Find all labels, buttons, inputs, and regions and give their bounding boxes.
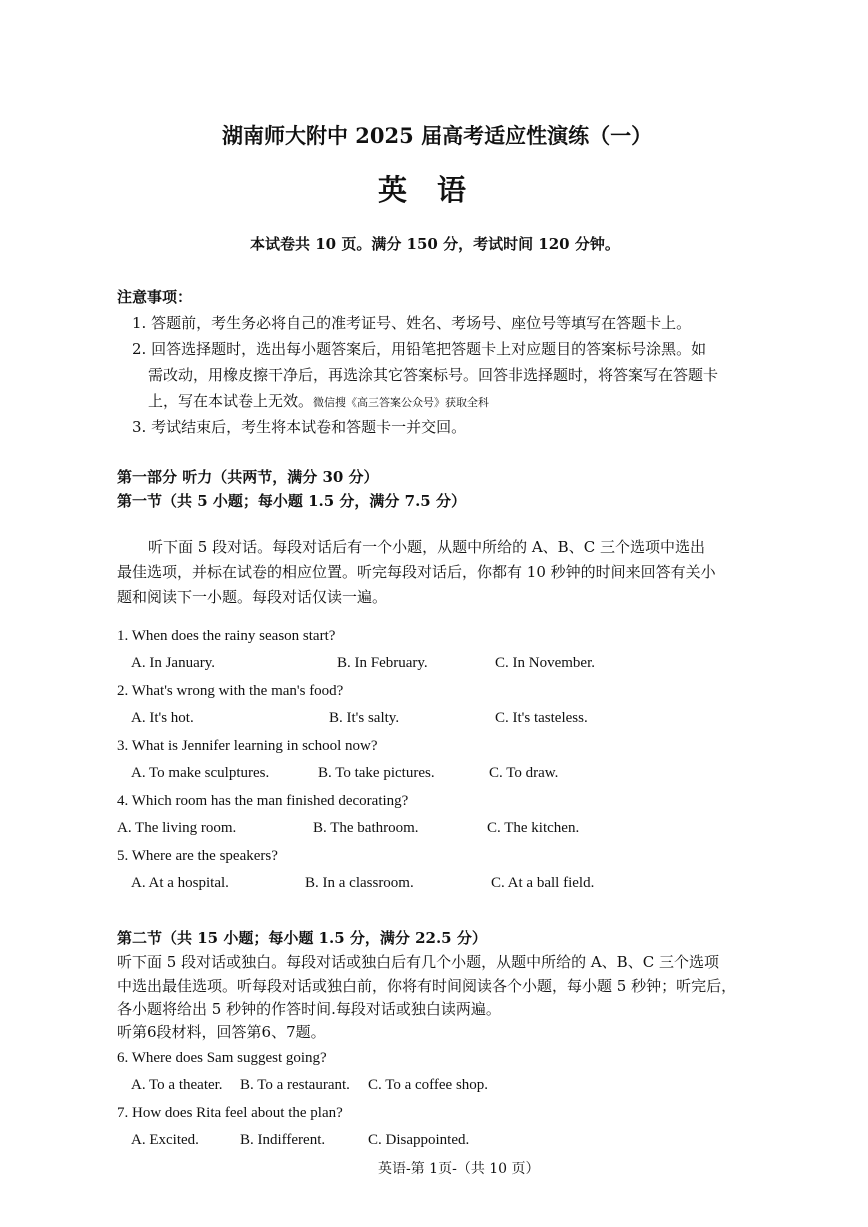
q7-option-b: B. Indifferent. [240, 1132, 326, 1148]
q3-option-a: A. To make sculptures. [131, 765, 270, 781]
q5-option-c: C. At a ball field. [491, 875, 595, 891]
notice-item-2-cont: 需改动，用橡皮擦干净后，再选涂其它答案标号。回答非选择题时，将答案写在答题卡 [148, 366, 719, 384]
question-3: 3. What is Jennifer learning in school now? [117, 738, 378, 754]
notice-heading: 注意事项： [117, 288, 193, 306]
notice-item-2-end [148, 390, 489, 411]
question-5: 5. Where are the speakers? [117, 848, 278, 864]
q5-option-b: B. In a classroom. [305, 875, 414, 891]
q6-option-b: B. To a restaurant. [240, 1077, 350, 1093]
q1-option-b: B. In February. [337, 655, 428, 671]
question-4: 4. Which room has the man finished decorating? [117, 793, 409, 809]
q4-option-c: C. The kitchen. [487, 820, 580, 836]
section2-instruction-1: 听下面 5 段对话或独白。每段对话或独白后有几个小题，从题中所给的 A、B、C 三个选项 [117, 953, 719, 971]
section2-instruction-4: 听第6段材料，回答第6、7题。 [117, 1023, 326, 1041]
q2-option-c: C. It's tasteless. [495, 710, 588, 726]
exam-info: 本试卷共 10 页。满分 150 分，考试时间 120 分钟。 [250, 235, 620, 253]
q1-option-a: A. In January. [131, 655, 216, 671]
section1-instruction-2: 最佳选项，并标在试卷的相应位置。听完每段对话后，你都有 10 秒钟的时间来回答有关小 [117, 563, 716, 581]
section2-instruction-2: 中选出最佳选项。听每段对话或独白前，你将有时间阅读各个小题，每小题 5 秒钟；听完后， [117, 977, 737, 995]
q7-option-a: A. Excited. [131, 1132, 199, 1148]
question-1: 1. When does the rainy season start? [117, 628, 336, 644]
q5-option-a: A. At a hospital. [131, 875, 229, 891]
subject-char-1: 英 [378, 173, 408, 207]
notice-item-3: 3. 考试结束后，考生将本试卷和答题卡一并交回。 [132, 418, 467, 436]
watermark-text: 微信搜《高三答案公众号》获取全科 [313, 396, 490, 409]
page-footer: 英语-第 1页-（共 10 页） [378, 1161, 540, 1177]
subject-title [378, 168, 466, 209]
part1-heading: 第一部分 听力（共两节，满分 30 分） [117, 468, 379, 486]
q4-option-b: B. The bathroom. [313, 820, 419, 836]
section1-heading: 第一节（共 5 小题；每小题 1.5 分，满分 7.5 分） [117, 492, 466, 510]
subject-char-2: 语 [437, 173, 467, 207]
exam-title: 湖南师大附中 2025 届高考适应性演练（一） [222, 123, 653, 148]
section2-heading: 第二节（共 15 小题；每小题 1.5 分，满分 22.5 分） [117, 929, 487, 947]
section1-instruction-3: 题和阅读下一小题。每段对话仅读一遍。 [117, 588, 388, 606]
q3-option-c: C. To draw. [489, 765, 559, 781]
q3-option-b: B. To take pictures. [318, 765, 435, 781]
q6-option-a: A. To a theater. [131, 1077, 223, 1093]
notice-item-2: 2. 回答选择题时，选出每小题答案后，用铅笔把答题卡上对应题目的答案标号涂黑。如 [132, 340, 707, 358]
q2-option-b: B. It's salty. [329, 710, 400, 726]
question-6: 6. Where does Sam suggest going? [117, 1050, 327, 1066]
q2-option-a: A. It's hot. [131, 710, 194, 726]
question-7: 7. How does Rita feel about the plan? [117, 1105, 343, 1121]
q1-option-c: C. In November. [495, 655, 595, 671]
notice-item-1: 1. 答题前，考生务必将自己的准考证号、姓名、考场号、座位号等填写在答题卡上。 [132, 314, 692, 332]
section1-instruction-1: 听下面 5 段对话。每段对话后有一个小题，从题中所给的 A、B、C 三个选项中选出 [148, 538, 705, 556]
section2-instruction-3: 各小题将给出 5 秒钟的作答时间.每段对话或独白读两遍。 [117, 1000, 501, 1018]
q7-option-c: C. Disappointed. [368, 1132, 470, 1148]
q6-option-c: C. To a coffee shop. [368, 1077, 489, 1093]
notice-item-2-end-text: 上，写在本试卷上无效。 [148, 392, 314, 410]
question-2: 2. What's wrong with the man's food? [117, 683, 344, 699]
q4-option-a: A. The living room. [117, 820, 237, 836]
